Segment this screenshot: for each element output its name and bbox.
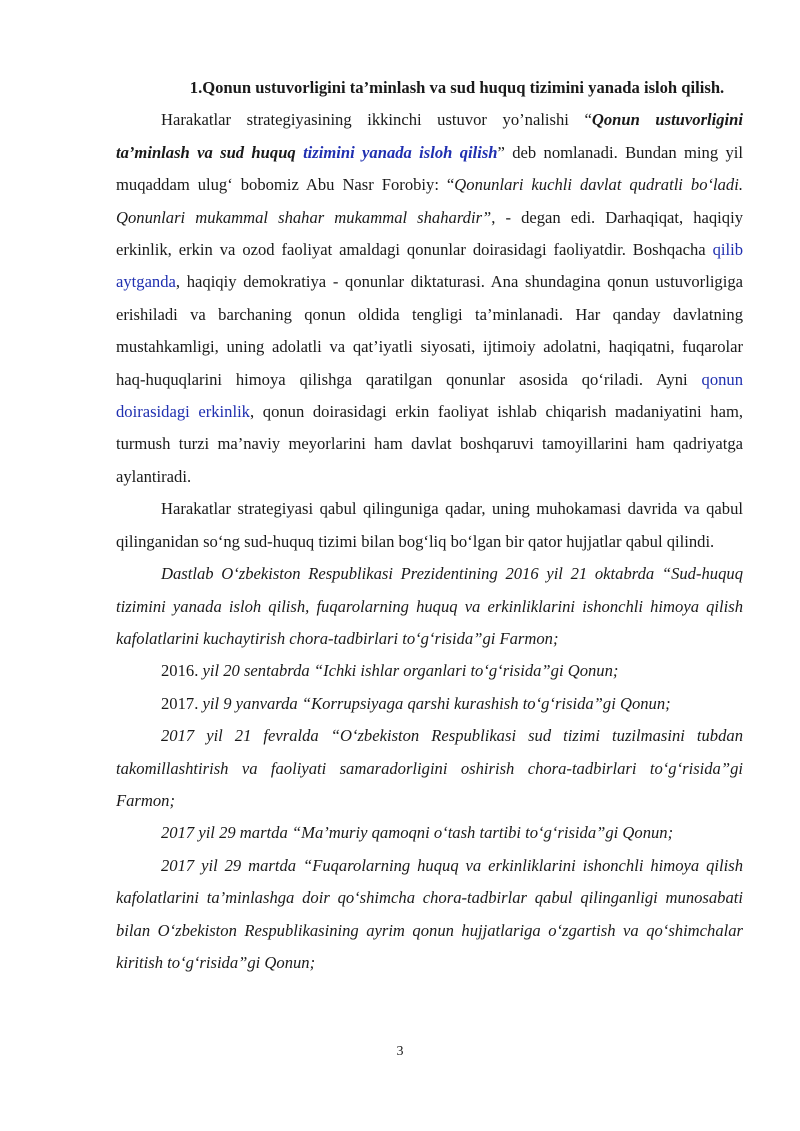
link-tizimini-isloh[interactable]: tizimini yanada isloh qilish bbox=[303, 142, 498, 162]
quote-forobiy: Qonunlari kuchli davlat qudratli bo‘ladi. Qonunlari mukammal shahar mukammal shahardir” bbox=[116, 175, 743, 227]
text-run: yil 9 yanvarda “Korrupsiyaga qarshi kurashish to‘g‘risida”gi Qonun; bbox=[198, 693, 671, 713]
emphasis-run: Qonun ustuvorligini ta’minlash va sud huquq bbox=[116, 110, 743, 162]
text-run: Harakatlar strategiyasining ikkinchi ustuvor yo’nalishi “ bbox=[161, 110, 592, 130]
text-run: , haqiqiy demokratiya - qonunlar diktaturasi. Ana shundagina qonun ustuvorligiga erishiladi va barchaning qonun oldida tengligi ta’minlanadi. Har qanday davlatning mustahkamligi, uning adolatli va qat’iyatli siyosati, ijtimoiy adolatni, haqiqatni, fuqarolar haq-huquqlarini himoya qilishga qaratilgan qonunlar asosida qo‘riladi. Ayni bbox=[116, 272, 743, 389]
list-item-farmon-sud-tizimi: 2017 yil 21 fevralda “O‘zbekiston Respublikasi sud tizimi tuzilmasini tubdan takomillashtirish va faoliyati samaradorligini oshirish chora-tadbirlari to‘g‘risida”gi Farmon; bbox=[116, 726, 743, 810]
list-item-qonun-ozgartish: 2017 yil 29 martda “Fuqarolarning huquq va erkinliklarini ishonchli himoya qilish kafolatlarini ta’minlashga doir qo‘shimcha chora-tadbirlar qabul qilinganligi munosabati bilan O‘zbekiston Respublikasining ayrim qonun hujjatlariga o‘zgartish va qo‘shimchalar kiritish to‘g‘risida”gi Qonun; bbox=[116, 855, 743, 972]
list-item-qonun-ichki-ishlar bbox=[116, 655, 743, 687]
list-item-qonun-mamuriy-qamoq: 2017 yil 29 martda “Ma’muriy qamoqni o‘tash tartibi to‘g‘risida”gi Qonun; bbox=[161, 823, 674, 843]
document-body bbox=[116, 72, 743, 979]
link-qilib-aytganda[interactable]: qilib aytganda bbox=[116, 240, 743, 292]
text-run: , qonun doirasidagi erkin faoliyat ishlab chiqarish madaniyatini ham, turmush turzi ma’naviy meyorlarini ham davlat boshqaruvi tamoyillarini ham qadriyatga aylantiradi. bbox=[116, 402, 743, 486]
link-qonun-doirasidagi-erkinlik[interactable]: qonun doirasidagi erkinlik bbox=[116, 369, 743, 422]
paragraph-strategy-intro bbox=[116, 104, 743, 493]
paragraph-documents-intro: Harakatlar strategiyasi qabul qilinguniga qadar, uning muhokamasi davrida va qabul qilinganidan so‘ng sud-huquq tizimi bilan bog‘liq bo‘lgan bir qator hujjatlar qabul qilindi. bbox=[116, 499, 743, 551]
page-number: 3 bbox=[396, 1044, 404, 1059]
list-item-qonun-korrupsiya bbox=[116, 688, 743, 720]
text-run: ” deb nomlanadi. Bundan ming yil muqaddam ulug‘ bobomiz Abu Nasr Forobiy: “ bbox=[116, 142, 743, 195]
list-item-farmon-2016: Dastlab O‘zbekiston Respublikasi Prezidentining 2016 yil 21 oktabrda “Sud-huquq tizimini yanada isloh qilish, fuqarolarning huquq va erkinliklarini ishonchli himoya qilish kafolatlarini kuchaytirish chora-tadbirlari to‘g‘risida”gi Farmon; bbox=[116, 564, 743, 648]
year-run: 2016. bbox=[161, 661, 199, 681]
text-run: yil 20 sentabrda “Ichki ishlar organlari to‘g‘risida”gi Qonun; bbox=[198, 661, 619, 681]
year-run: 2017. bbox=[161, 693, 199, 713]
text-run: , - degan edi. Darhaqiqat, haqiqiy erkinlik, erkin va ozod faoliyat amaldagi qonunlar doirasidagi faoliyatdir. Boshqacha bbox=[116, 207, 743, 260]
section-heading: 1.Qonun ustuvorligini ta’minlash va sud huquq tizimini yanada isloh qilish. bbox=[189, 78, 725, 97]
